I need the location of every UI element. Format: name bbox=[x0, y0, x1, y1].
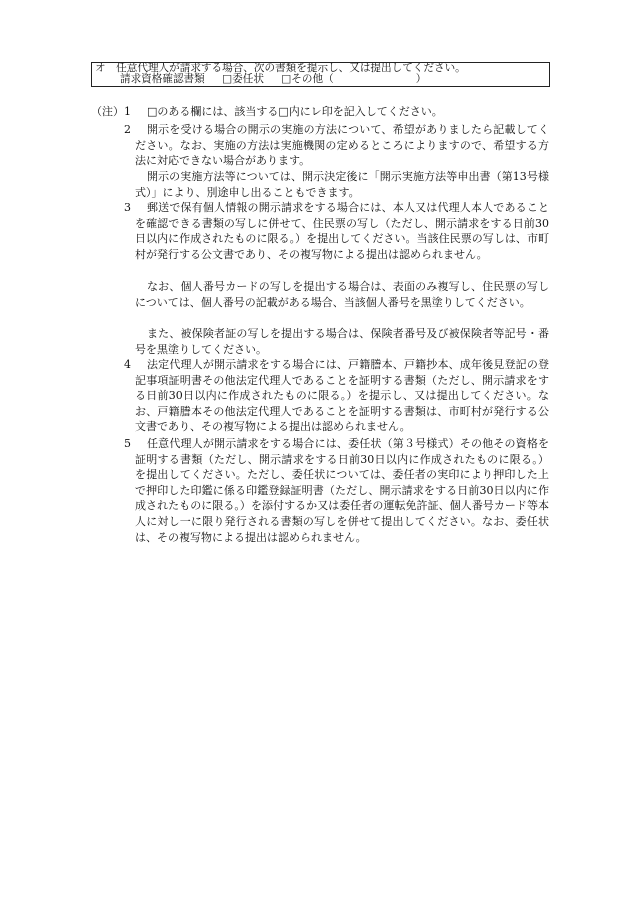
note-number: 1 bbox=[124, 105, 131, 118]
note-text: 開示を受ける場合の開示の実施の方法について、希望がありましたら記載してください。なお、実施の方法は実施機関の定めるところによりますので、希望する方法に対応できない場合があります。 bbox=[135, 123, 549, 168]
note-text: □のある欄には、該当する□内にレ印を記入してください。 bbox=[147, 105, 443, 118]
note-subparagraph: また、被保険者証の写しを提出する場合は、保険者番号及び被保険者等記号・番号を黒塗りしてください。 bbox=[135, 327, 549, 356]
proxy-documents-instruction: オ 任意代理人が請求する場合、次の書類を提示し、又は提出してください。 bbox=[95, 62, 466, 74]
proxy-documents-box bbox=[91, 62, 550, 87]
note-number: 4 bbox=[124, 358, 131, 371]
note-subparagraph: なお、個人番号カードの写しを提出する場合は、表面のみ複写し、住民票の写しについては、個人番号の記載がある場合、当該個人番号を黒塗りしてください。 bbox=[135, 280, 549, 309]
document-type-label: 請求資格確認書類 bbox=[120, 73, 205, 85]
checkbox-power-of-attorney[interactable]: □委任状 bbox=[222, 73, 264, 85]
notes-heading: （注） bbox=[91, 105, 124, 118]
note-number: 5 bbox=[124, 437, 131, 450]
note-text: 法定代理人が開示請求をする場合には、戸籍謄本、戸籍抄本、成年後見登記の登記事項証明書その他法定代理人であることを証明する書類（ただし、開示請求をする日前30日以内に作成されたものに限る。）を提示し、又は提出してください。なお、戸籍謄本その他法定代理人であることを証明する書類は、市町村が発行する公文書であり、その複写物による提出は認められません。 bbox=[135, 358, 549, 434]
note-subparagraph: 開示の実施方法等については、開示決定後に「開示実施方法等申出書（第13号様式）」により、別途申し出ることもできます。 bbox=[135, 170, 549, 199]
proxy-documents-options: 請求資格確認書類 □委任状 □その他（ ） bbox=[120, 73, 427, 85]
checkbox-other[interactable]: □その他（ bbox=[281, 73, 334, 85]
note-text: 郵送で保有個人情報の開示請求をする場合には、本人又は代理人本人であることを確認できる書類の写しに併せて、住民票の写し（ただし、開示請求をする日前30日以内に作成されたものに限る。）を提出してください。当該住民票の写しは、市町村が発行する公文書であり、その複写物による提出は認められません。 bbox=[135, 201, 549, 261]
note-text: 任意代理人が開示請求をする場合には、委任状（第３号様式）その他その資格を証明する書類（ただし、開示請求をする日前30日以内に作成されたものに限る。）を提出してください。ただし、委任状については、委任者の実印により押印した上で押印した印鑑に係る印鑑登録証明書（ただし、開示請求をする日前30日以内に作成されたものに限る。）を添付するか又は委任者の運転免許証、個人番号カード等本人に対し一に限り発行される書類の写しを併せて提出してください。なお、委任状は、その複写物による提出は認められません。 bbox=[135, 437, 549, 544]
note-number: 2 bbox=[124, 123, 131, 136]
note-number: 3 bbox=[124, 201, 131, 214]
